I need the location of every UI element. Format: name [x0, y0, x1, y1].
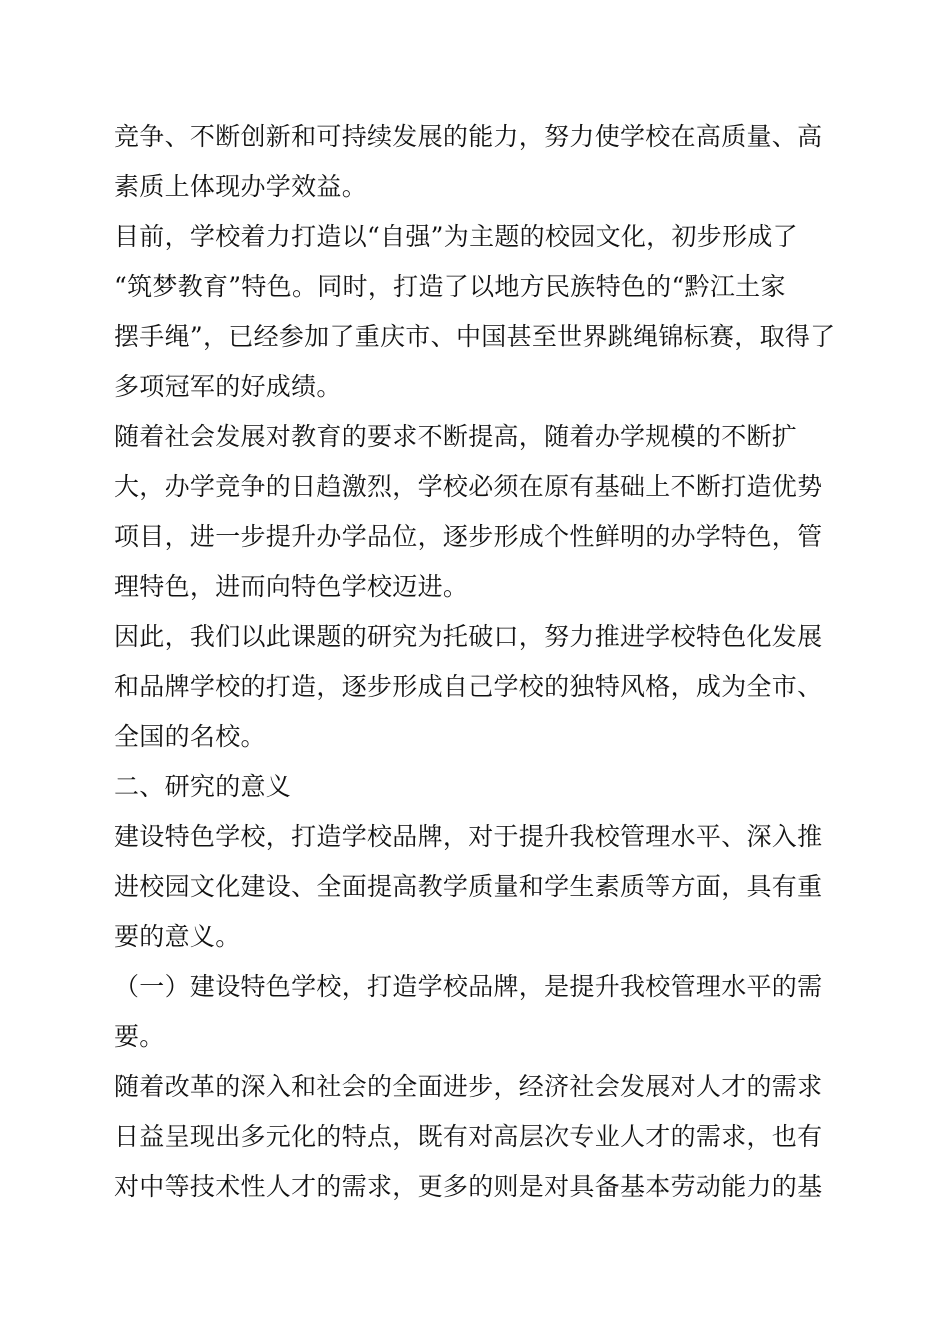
subsection-heading: （一）建设特色学校，打造学校品牌，是提升我校管理水平的需	[114, 972, 823, 1001]
text-line: 多项冠军的好成绩。	[114, 372, 342, 401]
text-line: 和品牌学校的打造，逐步形成自己学校的独特风格，成为全市、	[114, 672, 823, 701]
text-line: 全国的名校。	[114, 722, 266, 751]
text-line: 因此，我们以此课题的研究为托破口，努力推进学校特色化发展	[114, 622, 823, 651]
text-line: 随着社会发展对教育的要求不断提高，随着办学规模的不断扩	[114, 422, 798, 451]
section-heading: 二、研究的意义	[114, 772, 292, 801]
text-line: 大，办学竞争的日趋激烈，学校必须在原有基础上不断打造优势	[114, 472, 823, 501]
text-line: 建设特色学校，打造学校品牌，对于提升我校管理水平、深入推	[114, 822, 823, 851]
text-line: 理特色，进而向特色学校迈进。	[114, 572, 469, 601]
body-text	[114, 112, 844, 1212]
text-line: 要的意义。	[114, 922, 241, 951]
text-line: 对中等技术性人才的需求，更多的则是对具备基本劳动能力的基	[114, 1172, 823, 1201]
subsection-heading: 要。	[114, 1022, 165, 1051]
text-line: 项目，进一步提升办学品位，逐步形成个性鲜明的办学特色，管	[114, 522, 823, 551]
text-line: “筑梦教育”特色。同时，打造了以地方民族特色的“黔江土家	[114, 272, 786, 301]
text-line: 日益呈现出多元化的特点，既有对高层次专业人才的需求，也有	[114, 1122, 823, 1151]
text-line: 目前，学校着力打造以“自强”为主题的校园文化，初步形成了	[114, 222, 798, 251]
text-line: 素质上体现办学效益。	[114, 172, 368, 201]
text-line: 竞争、不断创新和可持续发展的能力，努力使学校在高质量、高	[114, 122, 823, 151]
text-line: 随着改革的深入和社会的全面进步，经济社会发展对人才的需求	[114, 1072, 823, 1101]
text-line: 摆手绳”，已经参加了重庆市、中国甚至世界跳绳锦标赛，取得了	[114, 322, 836, 351]
text-line: 进校园文化建设、全面提高教学质量和学生素质等方面，具有重	[114, 872, 823, 901]
